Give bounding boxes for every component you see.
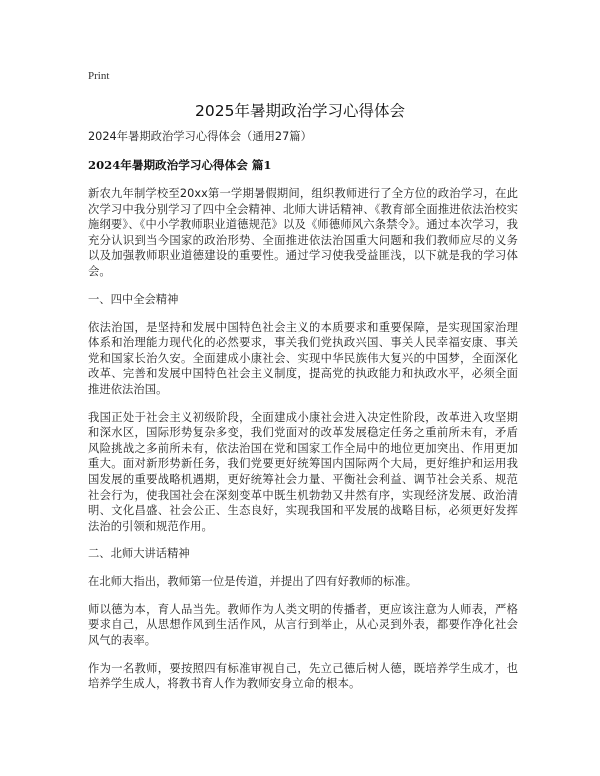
print-link[interactable]: Print xyxy=(88,70,110,82)
paragraph-3: 在北师大指出，教师第一位是传道，并提出了四有好教师的标准。 xyxy=(88,575,418,589)
paragraph-4: 师以德为本，育人品当先。教师作为人类文明的传播者，更应该注意为人师表，严格要求自己，从思想作风到生活作风，从言行到举止，从心灵到外表，都要作净化社会风气的表率。 xyxy=(88,602,518,648)
paragraph-2: 我国正处于社会主义初级阶段，全面建成小康社会进入决定性阶段，改革进入攻坚期和深水区，国际形势复杂多变，我们党面对的改革发展稳定任务之重前所未有，矛盾风险挑战之多前所未有，依法治国在党和国家工作全局中的地位更加突出、作用更加重大。面对新形势新任务，我们党要更好统筹国内国际两个大局，更好维护和运用我国发展的重要战略机遇期，更好统筹社会力量、平衡社会利益、调节社会关系、规范社会行为，使我国社会在深刻变革中既生机勃勃又井然有序，实现经济发展、政治清明、文化昌盛、社会公正、生态良好，实现我国和平发展的战略目标，必须更好发挥法治的引领和规范作用。 xyxy=(88,410,518,533)
document-subtitle: 2024年暑期政治学习心得体会（通用27篇） xyxy=(88,130,312,143)
paragraph-1: 依法治国，是坚持和发展中国特色社会主义的本质要求和重要保障，是实现国家治理体系和治理能力现代化的必然要求，事关我们党执政兴国、事关人民幸福安康、事关党和国家长治久安。全面建成小康社会、实现中华民族伟大复兴的中国梦，全面深化改革、完善和发展中国特色社会主义制度，提高党的执政能力和执政水平，必须全面推进依法治国。 xyxy=(88,320,518,396)
document-title: 2025年暑期政治学习心得体会 xyxy=(195,102,405,120)
intro-paragraph: 新农九年制学校至20xx第一学期暑假期间，组织教师进行了全方位的政治学习，在此次学习中我分别学习了四中全会精神、北师大讲话精神、《教育部全面推进依法治校实施纲要》、《中小学教师职业道德规范》以及《师德师风六条禁令》。通过本次学习，我充分认识到当今国家的政治形势、全面推进依法治国重大问题和我们教师应尽的义务以及加强教师职业道德建设的重要性。通过学习使我受益匪浅，以下就是我的学习体会。 xyxy=(88,187,518,278)
paragraph-5: 作为一名教师，要按照四有标准审视自己，先立己德后树人德，既培养学生成才，也培养学生成人，将教书育人作为教师安身立命的根本。 xyxy=(88,661,518,691)
subheading-two: 二、北师大讲话精神 xyxy=(88,547,190,561)
section-heading: 2024年暑期政治学习心得体会 篇1 xyxy=(88,158,272,172)
document-body xyxy=(88,129,518,704)
subheading-one: 一、四中全会精神 xyxy=(88,292,179,306)
